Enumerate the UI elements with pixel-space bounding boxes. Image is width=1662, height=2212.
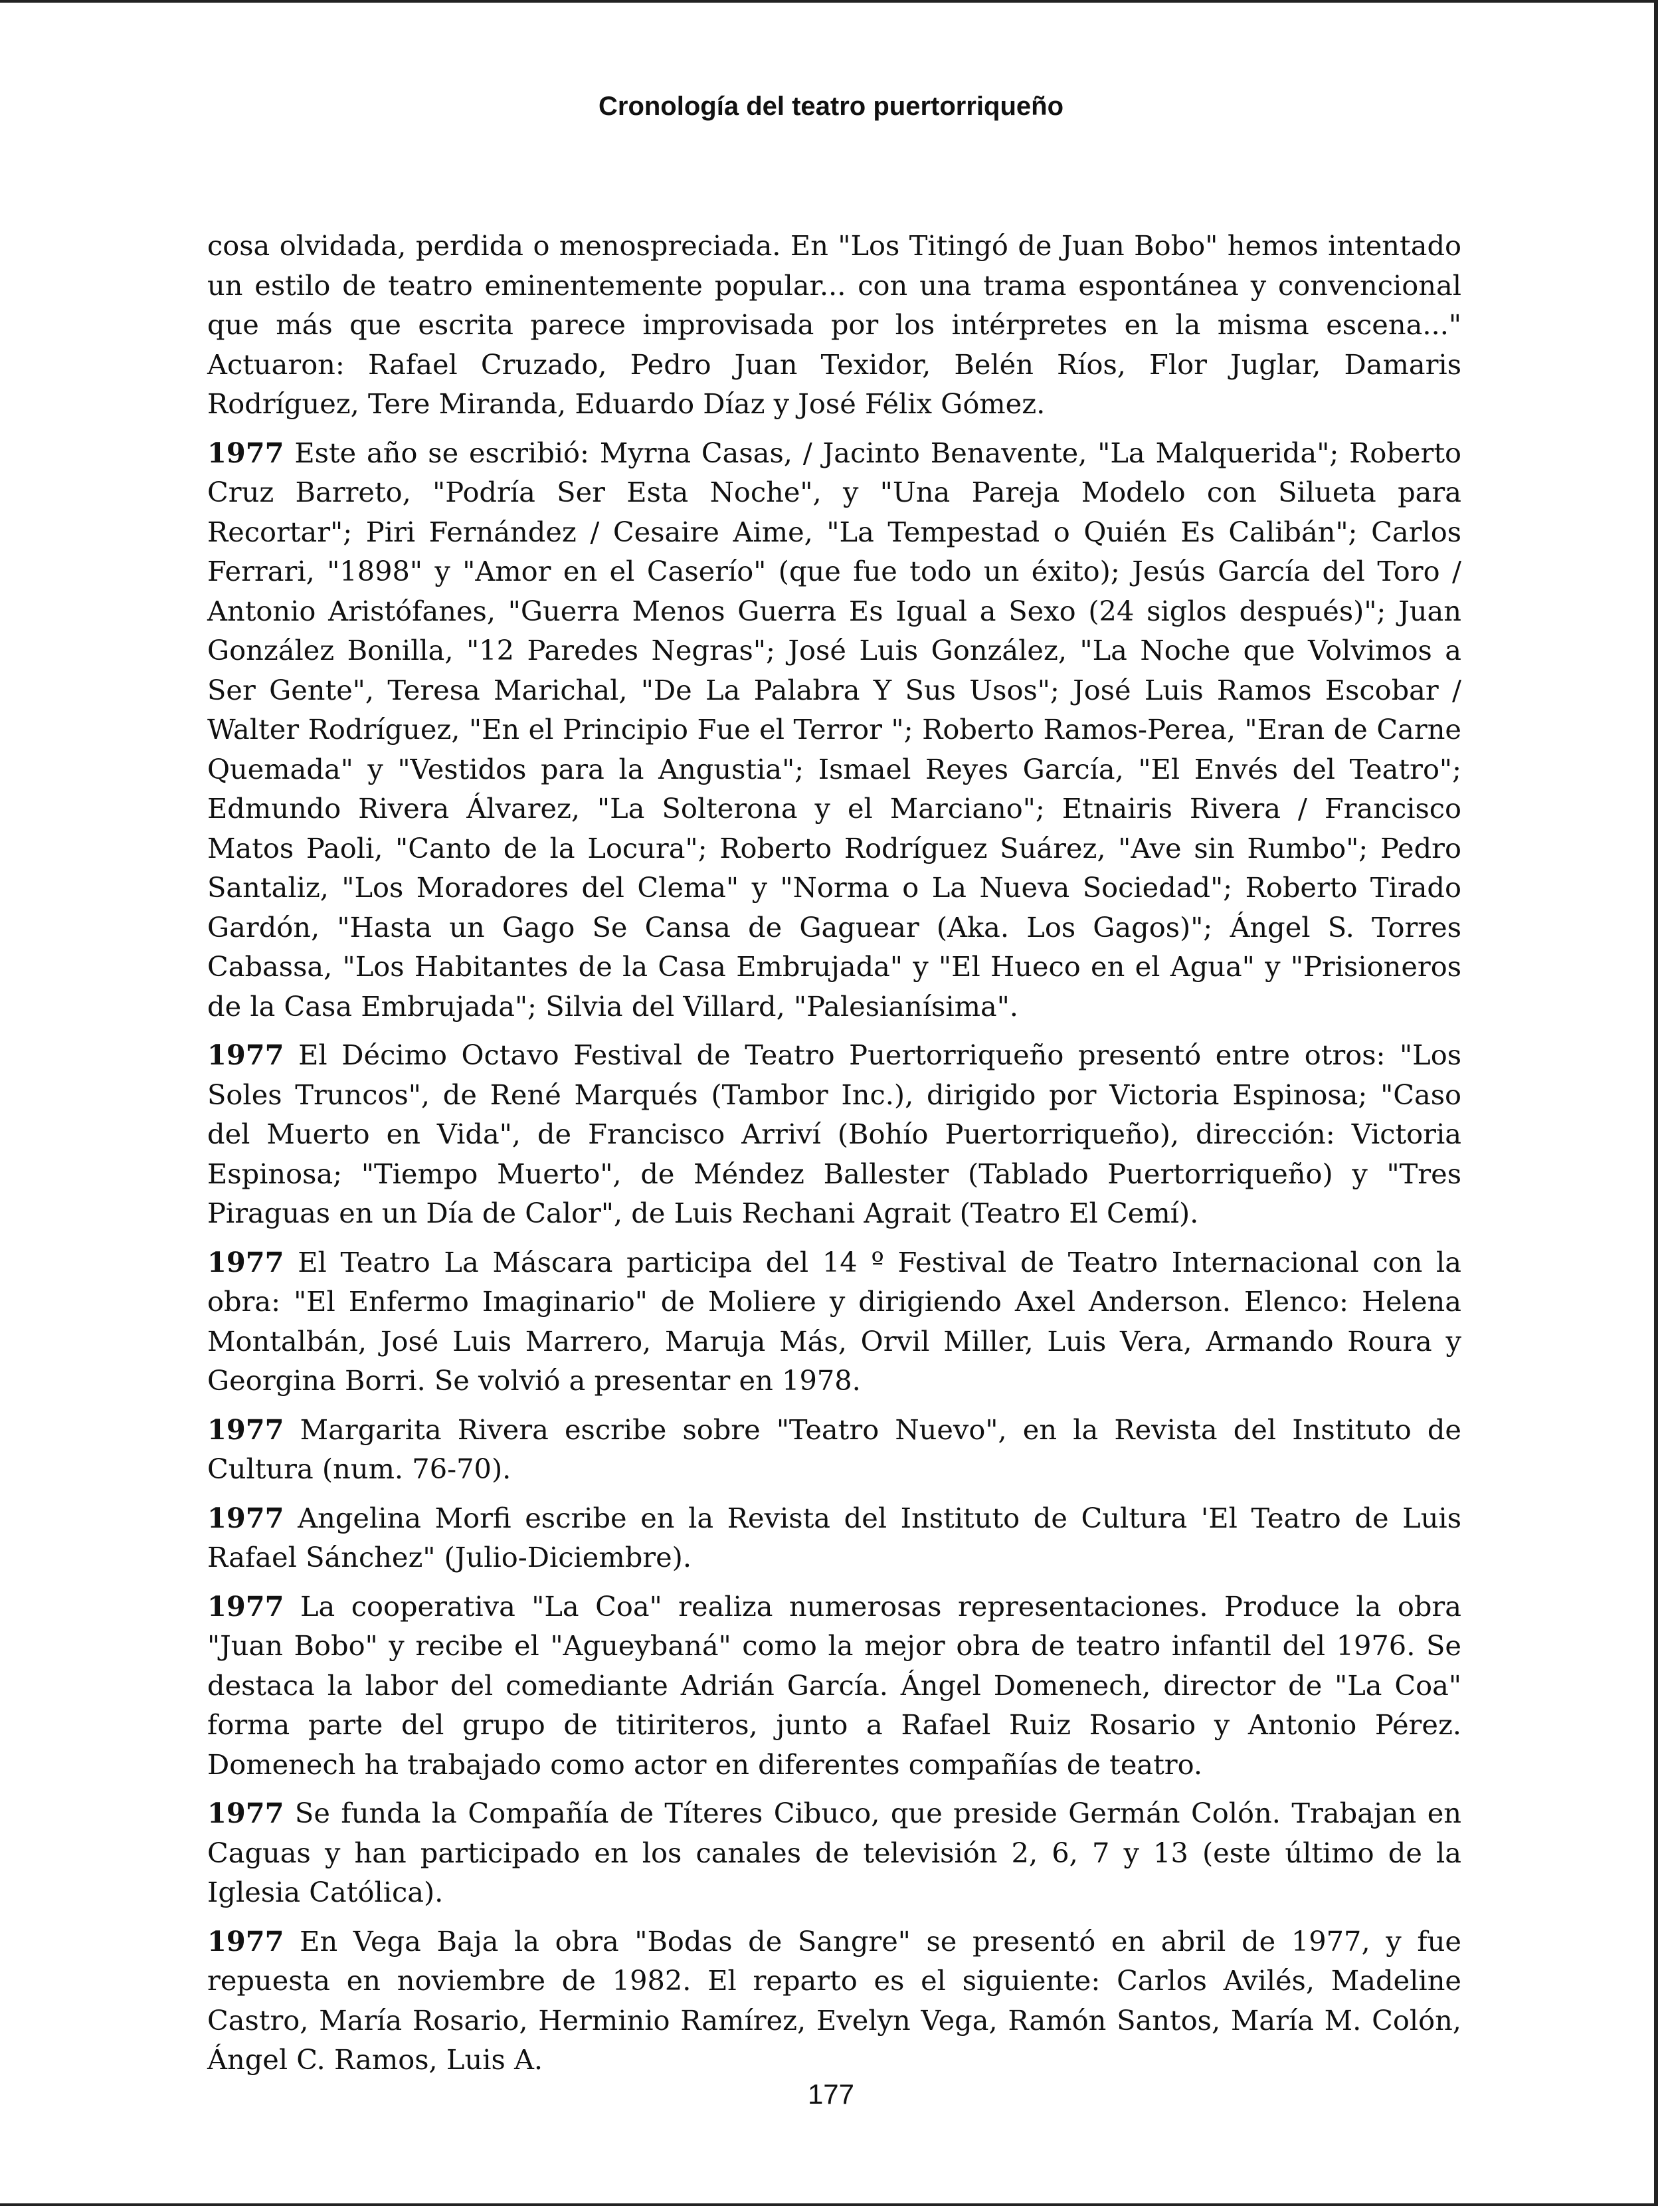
paragraph bbox=[207, 1587, 1461, 1785]
year-label: 1977 bbox=[207, 1589, 284, 1623]
paragraph-text: Margarita Rivera escribe sobre "Teatro Nuevo", en la Revista del Instituto de Cultura (num. 76-70). bbox=[207, 1413, 1461, 1485]
paragraph-text: El Décimo Octavo Festival de Teatro Puertorriqueño presentó entre otros: "Los Soles Truncos", de René Marqués (Tambor Inc.), dirigido por Victoria Espinosa; "Caso del Muerto en Vida", de Francisco Arriví (Bohío Puertorriqueño), dirección: Victoria Espinosa; "Tiempo Muerto", de Méndez Ballester (Tablado Puertorriqueño) y "Tres Piraguas en un Día de Calor", de Luis Rechani Agrait (Teatro El Cemí). bbox=[207, 1039, 1461, 1229]
year-label: 1977 bbox=[207, 1039, 284, 1071]
body-text bbox=[207, 226, 1461, 2089]
year-label: 1977 bbox=[207, 1413, 284, 1446]
paragraph-text: Se funda la Compañía de Títeres Cibuco, que preside Germán Colón. Trabajan en Caguas y han participado en los canales de televisión 2, 6, 7 y 13 (este último de la Iglesia Católica). bbox=[207, 1797, 1461, 1908]
paragraph-text: La cooperativa "La Coa" realiza numerosas representaciones. Produce la obra "Juan Bobo" y recibe el "Agueybaná" como la mejor obra de teatro infantil del 1976. Se destaca la labor del comediante Adrián García. Ángel Domenech, director de "La Coa" forma parte del grupo de titiriteros, junto a Rafael Ruiz Rosario y Antonio Pérez. Domenech ha trabajado como actor en diferentes compañías de teatro. bbox=[207, 1589, 1461, 1781]
year-label: 1977 bbox=[207, 1501, 284, 1534]
running-header: Cronología del teatro puertorriqueño bbox=[598, 92, 1064, 121]
paragraph bbox=[207, 1498, 1461, 1577]
paragraph-text: Este año se escribió: Myrna Casas, / Jacinto Benavente, "La Malquerida"; Roberto Cruz Barreto, "Podría Ser Esta Noche", y "Una Pareja Modelo con Silueta para Recortar"; Piri Fernández / Cesaire Aime, "La Tempestad o Quién Es Calibán"; Carlos Ferrari, "1898" y "Amor en el Caserío" (que fue todo un éxito); Jesús García del Toro / Antonio Aristófanes, "Guerra Menos Guerra Es Igual a Sexo (24 siglos después)"; Juan González Bonilla, "12 Paredes Negras"; José Luis González, "La Noche que Volvimos a Ser Gente", Teresa Marichal, "De La Palabra Y Sus Usos"; José Luis Ramos Escobar / Walter Rodríguez, "En el Principio Fue el Terror "; Roberto Ramos-Perea, "Eran de Carne Quemada" y "Vestidos para la Angustia"; Ismael Reyes García, "El Envés del Teatro"; Edmundo Rivera Álvarez, "La Solterona y el Marciano"; Etnairis Rivera / Francisco Matos Paoli, "Canto de la Locura"; Roberto Rodríguez Suárez, "Ave sin Rumbo"; Pedro Santaliz, "Los Moradores del Clema" y "Norma o La Nueva Sociedad"; Roberto Tirado Gardón, "Hasta un Gago Se Cansa de Gaguear (Aka. Los Gagos)"; Ángel S. Torres Cabassa, "Los Habitantes de la Casa Embrujada" y "El Hueco en el Agua" y "Prisioneros de la Casa Embrujada"; Silvia del Villard, "Palesianísima". bbox=[207, 436, 1461, 1023]
year-label: 1977 bbox=[207, 1924, 284, 1958]
paragraph bbox=[207, 1243, 1461, 1401]
paragraph bbox=[207, 1410, 1461, 1489]
paragraph-text: El Teatro La Máscara participa del 14 º Festival de Teatro Internacional con la obra: "El Enfermo Imaginario" de Moliere y dirigiendo Axel Anderson. Elenco: Helena Montalbán, José Luis Marrero, Maruja Más, Orvil Miller, Luis Vera, Armando Roura y Georgina Borri. Se volvió a presentar en 1978. bbox=[207, 1245, 1461, 1397]
paragraph-text: Angelina Morfi escribe en la Revista del Instituto de Cultura 'El Teatro de Luis Rafael Sánchez" (Julio-Diciembre). bbox=[207, 1501, 1461, 1573]
paragraph bbox=[207, 1793, 1461, 1912]
page-number: 177 bbox=[807, 2078, 855, 2110]
paragraph-text: En Vega Baja la obra "Bodas de Sangre" se presentó en abril de 1977, y fue repuesta en noviembre de 1982. El reparto es el siguiente: Carlos Avilés, Madeline Castro, María Rosario, Herminio Ramírez, Evelyn Vega, Ramón Santos, María M. Colón, Ángel C. Ramos, Luis A. bbox=[207, 1924, 1461, 2076]
year-label: 1977 bbox=[207, 1797, 284, 1829]
paragraph-text: cosa olvidada, perdida o menospreciada. En "Los Titingó de Juan Bobo" hemos intentado un estilo de teatro eminentemente popular... con una trama espontánea y convencional que más que escrita parece improvisada por los intérpretes en la misma escena..." Actuaron: Rafael Cruzado, Pedro Juan Texidor, Belén Ríos, Flor Juglar, Damaris Rodríguez, Tere Miranda, Eduardo Díaz y José Félix Gómez. bbox=[207, 229, 1461, 420]
year-label: 1977 bbox=[207, 436, 284, 469]
year-label: 1977 bbox=[207, 1245, 284, 1278]
paragraph bbox=[207, 433, 1461, 1027]
paragraph bbox=[207, 1035, 1461, 1233]
paragraph bbox=[207, 1922, 1461, 2080]
paragraph bbox=[207, 226, 1461, 424]
